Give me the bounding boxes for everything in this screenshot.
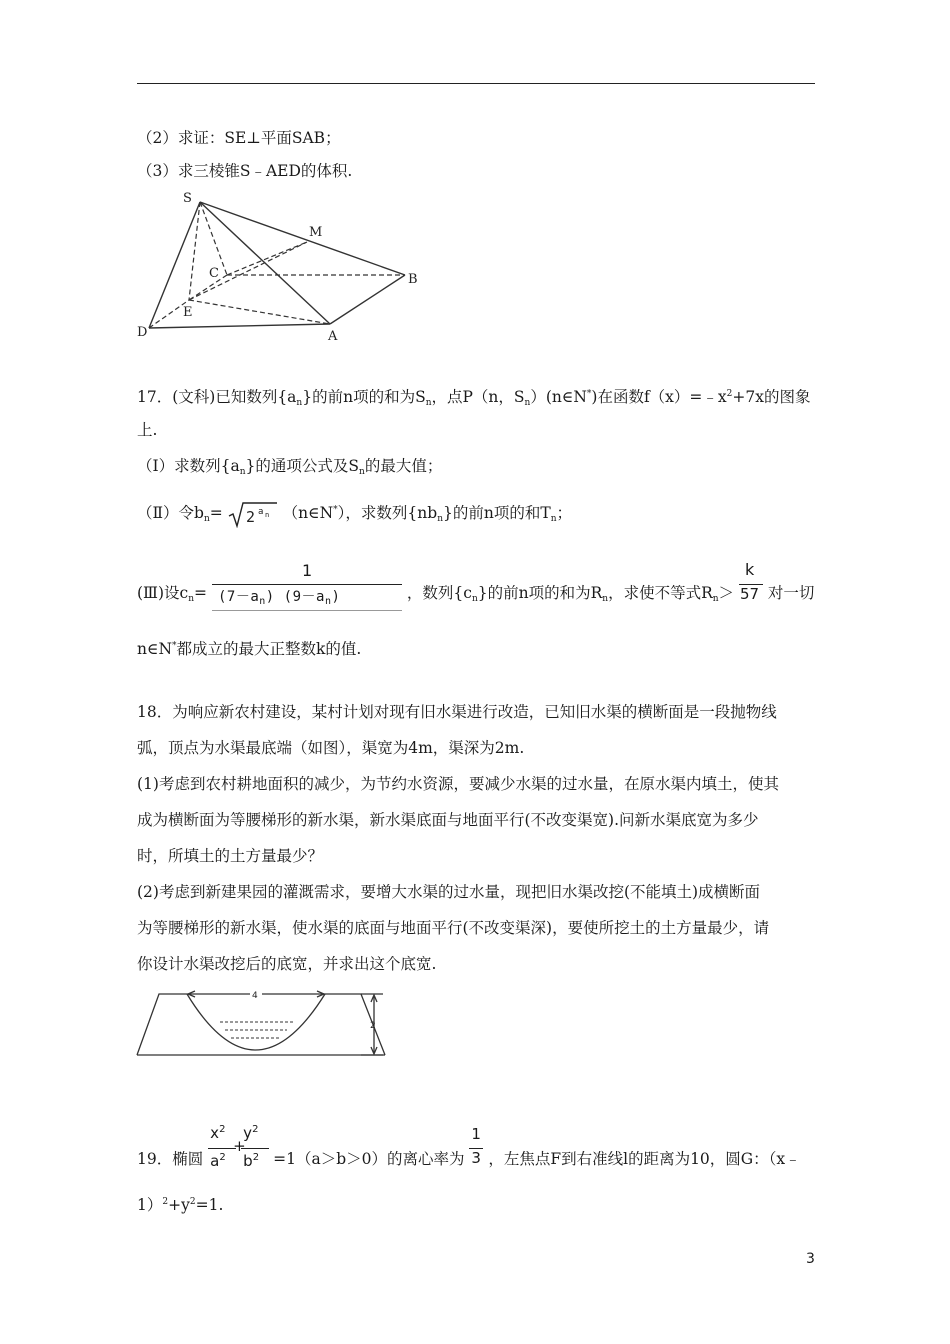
q17-line1: 17．(文科)已知数列$\{a_n\}$的前n项的和为$S_n$，点P（n，$S_n)(n\in N^*)$在函数$f(x)=﹣x^2+7x$的图象 xyxy=(137,388,811,408)
q18-line8: 你设计水渠改挖后的底宽，并求出这个底宽. xyxy=(137,955,437,973)
label-B: B xyxy=(408,272,418,287)
pyramid-figure xyxy=(137,190,422,342)
q18-line1: 18．为响应新农村建设，某村计划对现有旧水渠进行改造，已知旧水渠的横断面是一段抛物线 xyxy=(137,703,777,721)
header-rule xyxy=(137,83,815,84)
eccentricity-fraction: $\frac{1}{3}$ xyxy=(469,1134,483,1178)
ellipse-equation: $x^2$ $a^2$ + $y^2$ $b^2$ xyxy=(208,1126,268,1184)
fraction-cn: $\frac{1}{(7-a_n) (9-a_n)}$ xyxy=(212,570,402,614)
svg-text:2: 2 xyxy=(245,508,255,526)
q17-part1: （Ⅰ）求数列$\{a_n\}$的通项公式及$S_n$的最大值； xyxy=(137,457,443,477)
q18-line6: (2)考虑到新建果园的灌溉需求，要增大水渠的过水量，现把旧水渠改挖(不能填土)成横断面 xyxy=(137,883,761,901)
q16-part3: （3）求三棱锥S﹣AED的体积. xyxy=(137,162,353,180)
q19-line2: $1)^2+y^2=1$. xyxy=(137,1196,224,1214)
q16-part2: （2）求证：SE⊥平面SAB； xyxy=(137,129,341,147)
q18-line2: 弧，顶点为水渠最底端（如图），渠宽为4m，渠深为2m. xyxy=(137,739,525,757)
page-number: 3 xyxy=(806,1251,815,1267)
sqrt-2-an xyxy=(228,500,278,528)
q17-last: n∈N*都成立的最大正整数k的值. xyxy=(137,640,362,658)
q18-line7: 为等腰梯形的新水渠，使水渠的底面与地面平行(不改变渠深)，要使所挖土的土方量最少，请 xyxy=(137,919,770,937)
label-S: S xyxy=(183,191,192,206)
svg-text:a: a xyxy=(257,507,264,517)
q18-line5: 时，所填土的土方量最少？ xyxy=(137,847,324,865)
q19-line1: 19．椭圆 $x^2$ $a^2$ + $y^2$ $b^2$ =1（a＞b＞0）的离心率为 $\frac{1}{3}$ ，左焦点F到右准线l的距离为10，圆G：（x﹣ xyxy=(137,1126,801,1184)
q17-part3: (Ⅲ)设$c_n=$ $\frac{1}{(7-a_n) (9-a_n)}$ ，数列$\{c_n\}$的前n项的和为$R_n$，求使不等式$R_n>$ $\frac{k}{57}$ 对一切 xyxy=(137,570,814,614)
q18-line3: (1)考虑到农村耕地面积的减少，为节约水资源，要减少水渠的过水量，在原水渠内填土，使其 xyxy=(137,775,779,793)
channel-depth-label: 2 xyxy=(370,1021,376,1031)
q17-line2: 上. xyxy=(137,421,158,439)
q17-part2: （Ⅱ）令$b_n=$ 2 a n （n∈N*），求数列$\{nb_n\}$的前n项的和$T_n$； xyxy=(137,500,572,529)
svg-text:n: n xyxy=(264,511,269,519)
label-A: A xyxy=(328,329,338,342)
q18-line4: 成为横断面为等腰梯形的新水渠，新水渠底面与地面平行(不改变渠宽).问新水渠底宽为多少 xyxy=(137,811,759,829)
channel-figure xyxy=(135,986,387,1060)
label-C: C xyxy=(209,266,219,281)
label-D: D xyxy=(137,325,148,340)
label-M: M xyxy=(309,225,323,240)
label-E: E xyxy=(183,305,193,320)
channel-width-label: 4 xyxy=(252,991,258,1001)
fraction-k-57: $\frac{k}{57}$ xyxy=(739,572,763,612)
